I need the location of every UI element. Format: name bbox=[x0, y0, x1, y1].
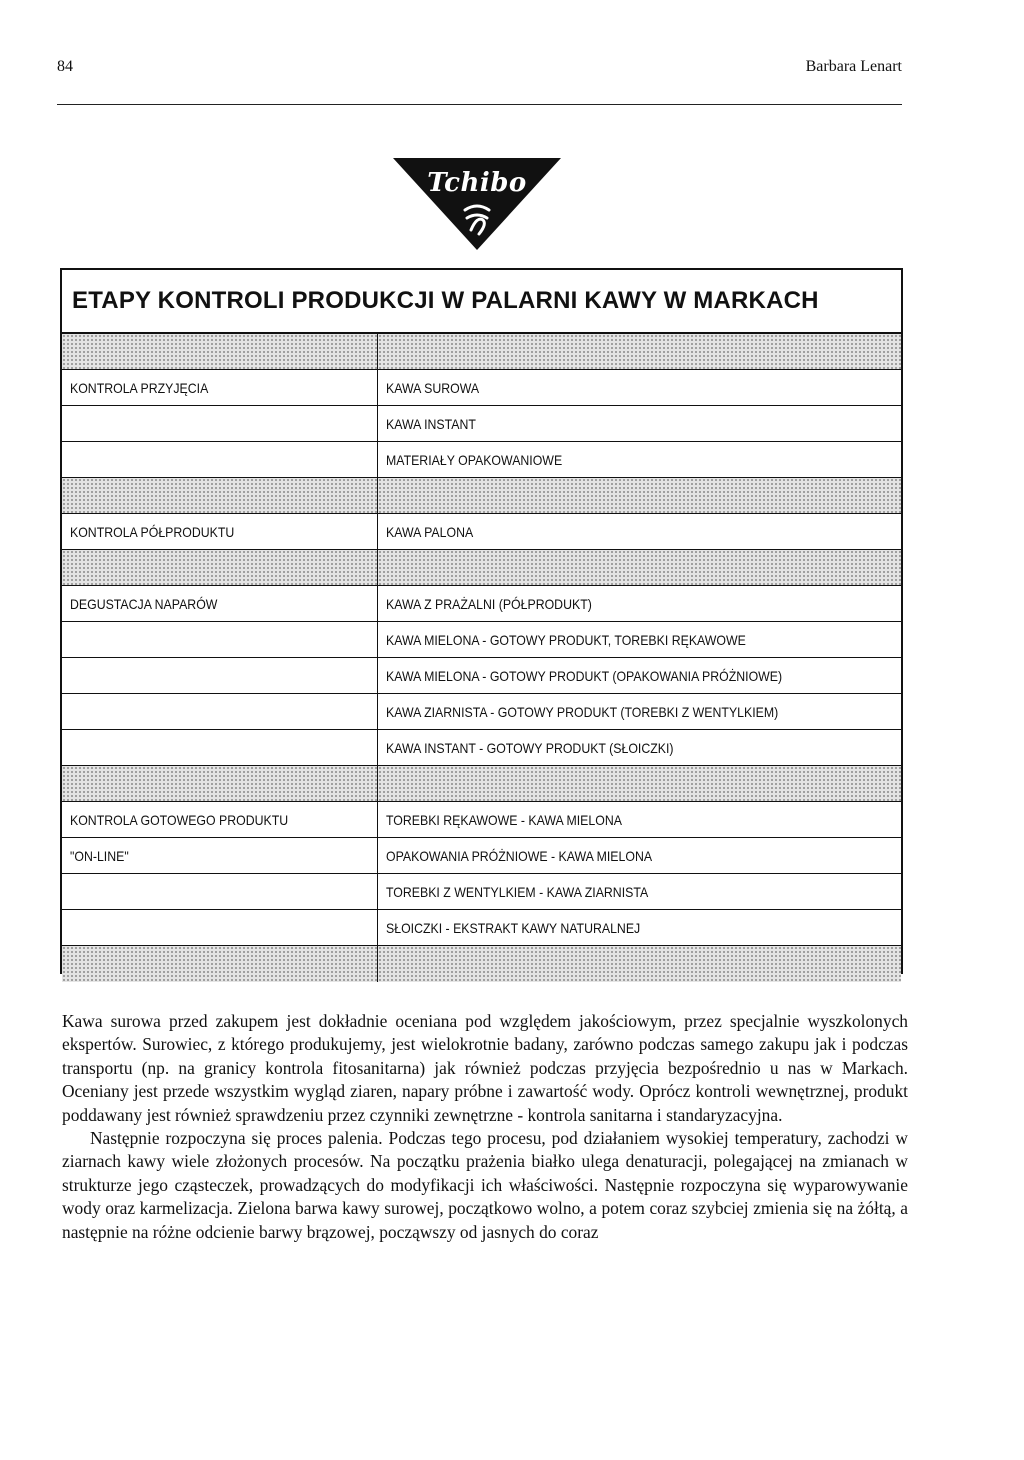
page-number: 84 bbox=[57, 58, 73, 75]
stage-cell bbox=[62, 370, 378, 405]
item-label: KAWA INSTANT - GOTOWY PRODUKT (SŁOICZKI) bbox=[386, 739, 674, 756]
stage-cell bbox=[62, 406, 378, 441]
stage-label: "ON-LINE" bbox=[70, 847, 129, 864]
page-header bbox=[57, 58, 902, 88]
body-text bbox=[62, 1010, 908, 1244]
stage-cell bbox=[62, 838, 378, 873]
stage-cell bbox=[62, 766, 378, 801]
table-row bbox=[62, 802, 901, 838]
item-label: KAWA ZIARNISTA - GOTOWY PRODUKT (TOREBKI Z WENTYLKIEM) bbox=[386, 703, 779, 720]
table-row bbox=[62, 514, 901, 550]
item-cell bbox=[378, 406, 901, 441]
stage-cell bbox=[62, 514, 378, 549]
stage-cell bbox=[62, 946, 378, 982]
table-row bbox=[62, 874, 901, 910]
item-cell bbox=[378, 874, 901, 909]
item-cell bbox=[378, 334, 901, 369]
stage-cell bbox=[62, 694, 378, 729]
stage-cell bbox=[62, 874, 378, 909]
item-label: KAWA PALONA bbox=[386, 523, 474, 540]
table-separator-row bbox=[62, 766, 901, 802]
table-row bbox=[62, 406, 901, 442]
table-row bbox=[62, 838, 901, 874]
item-cell bbox=[378, 514, 901, 549]
stage-cell bbox=[62, 442, 378, 477]
item-cell bbox=[378, 478, 901, 513]
stage-cell bbox=[62, 658, 378, 693]
item-label: KAWA INSTANT bbox=[386, 415, 476, 432]
item-label: SŁOICZKI - EKSTRAKT KAWY NATURALNEJ bbox=[386, 919, 641, 936]
stage-label: KONTROLA PÓŁPRODUKTU bbox=[70, 523, 235, 540]
item-label: KAWA Z PRAŻALNI (PÓŁPRODUKT) bbox=[386, 595, 592, 612]
stage-cell bbox=[62, 478, 378, 513]
table-title: ETAPY KONTROLI PRODUKCJI W PALARNI KAWY W MARKACH bbox=[62, 270, 901, 334]
paragraph-1: Kawa surowa przed zakupem jest dokładnie oceniana pod względem jakościowym, przez specjalnie wyszkolonych ekspertów. Surowiec, z którego produkujemy, jest wielokrotnie badany, zarówno podczas samego zakupu jak i podczas transportu (np. na granicy kontrola fitosanitarna) jak również podczas przyjęcia bezpośrednio u nas w Markach. Oceniany jest przede wszystkim wygląd ziaren, napary próbne i zawartość wody. Oprócz kontroli wewnętrznej, produkt poddawany jest również sprawdzeniu przez czynniki zewnętrzne - kontrola sanitarna i standaryzacyjna. bbox=[62, 1011, 908, 1125]
table-row bbox=[62, 622, 901, 658]
table-separator-row bbox=[62, 478, 901, 514]
item-label: MATERIAŁY OPAKOWANIOWE bbox=[386, 451, 563, 468]
stage-label: KONTROLA PRZYJĘCIA bbox=[70, 379, 209, 396]
stage-cell bbox=[62, 622, 378, 657]
production-control-table bbox=[60, 268, 903, 974]
table-row bbox=[62, 730, 901, 766]
stage-label: KONTROLA GOTOWEGO PRODUKTU bbox=[70, 811, 289, 828]
item-cell bbox=[378, 622, 901, 657]
item-label: KAWA MIELONA - GOTOWY PRODUKT (OPAKOWANIA PRÓŻNIOWE) bbox=[386, 667, 783, 684]
item-cell bbox=[378, 442, 901, 477]
item-cell bbox=[378, 730, 901, 765]
item-cell bbox=[378, 370, 901, 405]
item-cell bbox=[378, 550, 901, 585]
item-label: KAWA MIELONA - GOTOWY PRODUKT, TOREBKI RĘKAWOWE bbox=[386, 631, 746, 648]
table-separator-row bbox=[62, 334, 901, 370]
logo-wordmark: Tchibo bbox=[427, 168, 527, 198]
stage-cell bbox=[62, 334, 378, 369]
item-cell bbox=[378, 766, 901, 801]
item-label: TOREBKI RĘKAWOWE - KAWA MIELONA bbox=[386, 811, 622, 828]
paragraph-2: Następnie rozpoczyna się proces palenia. Podczas tego procesu, pod działaniem wysokiej temperatury, zachodzi w ziarnach kawy wiele złożonych procesów. Na początku prażenia białko ulega denaturacji, polegającej na zmianach w strukturze jego cząsteczek, prowadzących do modyfikacji ich właściwości. Następnie rozpoczyna się wyparowywanie wody oraz karmelizacja. Zielona barwa kawy surowej, początkowo wolno, a potem coraz szybciej zmienia się na żółtą, a następnie na różne odcienie barwy brązowej, począwszy od jasnych do coraz bbox=[62, 1128, 908, 1242]
item-label: OPAKOWANIA PRÓŻNIOWE - KAWA MIELONA bbox=[386, 847, 653, 864]
table-row bbox=[62, 442, 901, 478]
stage-cell bbox=[62, 730, 378, 765]
item-cell bbox=[378, 910, 901, 945]
item-cell bbox=[378, 658, 901, 693]
item-cell bbox=[378, 946, 901, 982]
tchibo-logo bbox=[393, 158, 561, 250]
table-row bbox=[62, 658, 901, 694]
stage-cell bbox=[62, 910, 378, 945]
stage-label: DEGUSTACJA NAPARÓW bbox=[70, 595, 218, 612]
table-row bbox=[62, 910, 901, 946]
item-cell bbox=[378, 586, 901, 621]
item-cell bbox=[378, 802, 901, 837]
stage-cell bbox=[62, 586, 378, 621]
table-row bbox=[62, 586, 901, 622]
stage-cell bbox=[62, 802, 378, 837]
table-body bbox=[62, 334, 901, 982]
stage-cell bbox=[62, 550, 378, 585]
table-separator-row bbox=[62, 550, 901, 586]
table-row bbox=[62, 694, 901, 730]
running-head: Barbara Lenart bbox=[805, 58, 902, 75]
item-cell bbox=[378, 694, 901, 729]
header-rule bbox=[57, 104, 902, 105]
item-label: KAWA SUROWA bbox=[386, 379, 480, 396]
table-separator-row bbox=[62, 946, 901, 982]
table-row bbox=[62, 370, 901, 406]
item-label: TOREBKI Z WENTYLKIEM - KAWA ZIARNISTA bbox=[386, 883, 649, 900]
item-cell bbox=[378, 838, 901, 873]
